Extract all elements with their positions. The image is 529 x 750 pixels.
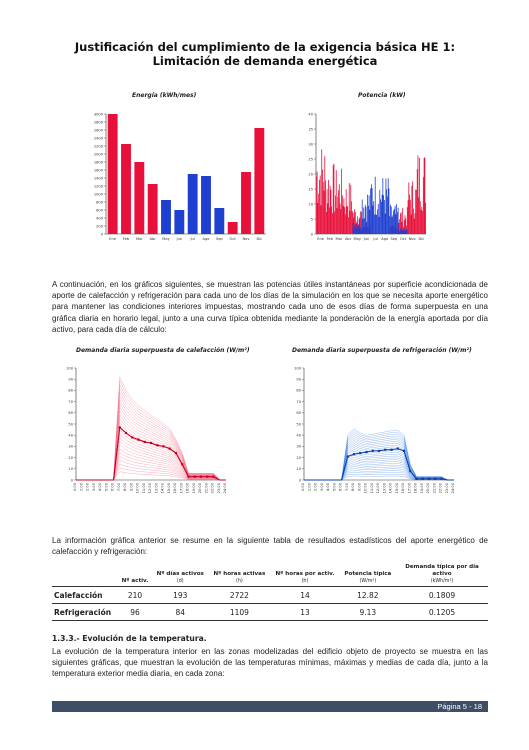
- y-tick-label: 10: [68, 467, 73, 472]
- table-header: Potencia típica (W/m²): [344, 571, 392, 584]
- table-cell: 14: [300, 590, 310, 600]
- typical-point: [144, 441, 146, 443]
- table-header: Nº horas por activ. (h): [275, 571, 335, 584]
- daily-curve: [304, 430, 454, 480]
- page-title-line2: Limitación de demanda energética: [152, 54, 378, 68]
- daily-curve: [304, 447, 454, 480]
- table-cell: 12.82: [357, 590, 379, 600]
- y-tick-label: 60: [296, 411, 301, 416]
- x-tick-label: Ene: [109, 237, 117, 241]
- y-tick-label: 60: [68, 411, 73, 416]
- x-tick-label: 24:00: [451, 483, 455, 494]
- typical-point: [169, 448, 171, 450]
- x-tick-label: 14:00: [160, 483, 165, 494]
- x-tick-label: Jun: [363, 237, 370, 241]
- x-tick-label: Nov: [408, 237, 416, 241]
- x-tick-label: 1:00: [79, 483, 84, 492]
- y-tick-label: 15: [308, 187, 313, 192]
- y-tick-label: 2800: [93, 120, 103, 125]
- x-tick-label: 21:00: [432, 483, 437, 494]
- daily-curve: [76, 422, 226, 480]
- typical-point: [150, 442, 152, 444]
- x-tick-label: 23:00: [444, 483, 449, 494]
- table-cell: 96: [130, 607, 140, 617]
- y-tick-label: 20: [68, 455, 73, 460]
- table-cell: 1109: [229, 607, 249, 617]
- x-tick-label: Sep: [390, 237, 398, 241]
- y-tick-label: 2600: [93, 128, 103, 133]
- typical-point: [206, 476, 208, 478]
- energy-bar: [161, 200, 171, 234]
- x-tick-label: 14:00: [388, 483, 393, 494]
- x-tick-label: 11:00: [141, 483, 146, 494]
- typical-point: [390, 449, 392, 451]
- x-tick-label: 23:00: [216, 483, 221, 494]
- x-tick-label: 9:00: [357, 483, 362, 492]
- table-header: Demanda típica por día activo (kWh/m²): [405, 564, 479, 584]
- page-number: Página 5 - 18: [437, 702, 482, 711]
- x-tick-label: Dic: [418, 237, 425, 241]
- y-tick-label: 600: [96, 208, 103, 213]
- x-tick-label: 20:00: [426, 483, 430, 494]
- energy-bar: [201, 176, 211, 234]
- y-tick-label: 0: [298, 478, 301, 483]
- typical-point: [187, 476, 189, 478]
- results-table: [52, 563, 488, 621]
- energy-bar: [214, 208, 224, 234]
- typical-point: [194, 476, 196, 478]
- daily-curve: [76, 419, 226, 480]
- typical-point: [131, 436, 133, 438]
- x-tick-label: 3:00: [319, 483, 324, 492]
- daily-curve: [76, 377, 226, 480]
- x-tick-label: 5:00: [104, 483, 109, 492]
- typical-point: [422, 478, 424, 480]
- y-tick-label: 0: [310, 232, 313, 237]
- y-tick-label: 40: [68, 433, 73, 438]
- table-cell: 9.13: [359, 607, 377, 617]
- y-tick-label: 1200: [93, 184, 103, 189]
- x-tick-label: May: [353, 237, 361, 241]
- x-tick-label: Ago: [381, 237, 389, 241]
- section-heading: 1.3.3.- Evolución de la temperatura.: [52, 634, 207, 643]
- x-tick-label: 7:00: [344, 483, 349, 492]
- typical-point: [434, 478, 436, 480]
- x-tick-label: Oct: [229, 237, 236, 241]
- energy-bar: [174, 210, 184, 234]
- page-title: [40, 40, 490, 68]
- typical-point: [156, 444, 158, 446]
- table-cell: 210: [127, 590, 143, 600]
- typical-point: [365, 451, 367, 453]
- table-row: [52, 587, 488, 604]
- typical-point: [428, 478, 430, 480]
- x-tick-label: 17:00: [407, 483, 412, 494]
- daily-curve: [304, 436, 454, 480]
- table-cell: 0.1809: [428, 590, 456, 600]
- section-paragraph: La evolución de la temperatura interior en las zonas modelizadas del edificio objeto de proyecto se muestra en las siguientes gráficas, que muestran la evolución de las temperaturas mínimas, máximas y medias de cada día, junto a la temperatura exterior media diaria, en cada zona:: [52, 647, 488, 679]
- table-header: Nº activ.: [121, 578, 149, 584]
- typical-point: [403, 450, 405, 452]
- y-tick-label: 10: [296, 467, 301, 472]
- power-chart-title: Potencia (kW): [358, 92, 406, 99]
- x-tick-label: Jul: [373, 237, 378, 241]
- x-tick-label: 5:00: [332, 483, 337, 492]
- x-tick-label: 13:00: [154, 483, 159, 494]
- y-tick-label: 100: [66, 366, 73, 371]
- intro-paragraph: A continuación, en los gráficos siguientes, se muestran las potencias útiles instantáneas por superficie acondicionada de aporte de calefacción y refrigeración para cada uno de los días de la simulación en los que se necesita aporte energético para mantener las condiciones interiores impuestas, mostrando cada uno de esos días de forma superpuesta en una gráfica diaria en horario legal, junto a una curva típica obtenida mediante la ponderación de la energía aportada por día activo, para cada día de cálculo:: [52, 280, 488, 334]
- y-tick-label: 400: [96, 216, 103, 221]
- x-tick-label: 24:00: [223, 483, 227, 494]
- x-tick-label: May: [162, 237, 170, 241]
- typical-curve: [76, 427, 226, 480]
- y-tick-label: 70: [296, 399, 301, 404]
- x-tick-label: 22:00: [438, 483, 443, 494]
- y-tick-label: 90: [68, 377, 73, 382]
- x-tick-label: 0:00: [301, 483, 305, 492]
- typical-point: [212, 476, 214, 478]
- energy-bar: [188, 174, 198, 234]
- x-tick-label: 3:00: [91, 483, 96, 492]
- energy-bar: [254, 128, 264, 234]
- cooling-chart-title: Demanda diaria superpuesta de refrigeración (W/m²): [292, 347, 472, 354]
- energy-bar: [148, 184, 158, 234]
- x-tick-label: 10:00: [135, 483, 140, 494]
- typical-curve: [304, 449, 454, 480]
- y-tick-label: 40: [296, 433, 301, 438]
- table-cell: 193: [173, 590, 188, 600]
- x-tick-label: 10:00: [363, 483, 368, 494]
- power-chart: [302, 110, 482, 260]
- energy-chart-title: Energía (kWh/mes): [132, 92, 197, 99]
- typical-point: [137, 439, 139, 441]
- daily-curve: [76, 411, 226, 480]
- x-tick-label: Feb: [326, 237, 333, 241]
- x-tick-label: 12:00: [148, 483, 152, 494]
- x-tick-label: 7:00: [116, 483, 121, 492]
- y-tick-label: 0: [100, 232, 103, 237]
- table-header-row: [52, 563, 488, 587]
- y-tick-label: 50: [68, 422, 73, 427]
- y-tick-label: 3000: [93, 112, 103, 117]
- table-cell: Refrigeración: [54, 607, 112, 617]
- table-cell: 13: [300, 607, 310, 617]
- x-tick-label: 6:00: [110, 483, 115, 492]
- heating-chart: [62, 362, 242, 512]
- x-tick-label: 12:00: [376, 483, 380, 494]
- x-tick-label: 16:00: [401, 483, 405, 494]
- daily-curve: [76, 392, 226, 480]
- typical-point: [200, 476, 202, 478]
- x-tick-label: 1:00: [307, 483, 312, 492]
- energy-chart: [92, 110, 272, 260]
- typical-point: [409, 470, 411, 472]
- daily-curve: [304, 442, 454, 480]
- typical-point: [372, 450, 374, 452]
- energy-bar: [228, 222, 238, 234]
- y-tick-label: 90: [296, 377, 301, 382]
- x-tick-label: 4:00: [326, 483, 330, 492]
- summary-paragraph: La información gráfica anterior se resume en la siguiente tabla de resultados estadísticos del aporte energético de calefacción y refrigeración:: [52, 536, 488, 557]
- x-tick-label: 17:00: [179, 483, 184, 494]
- table-row: [52, 604, 488, 621]
- y-tick-label: 35: [308, 127, 313, 132]
- y-tick-label: 80: [68, 388, 73, 393]
- typical-point: [384, 449, 386, 451]
- x-tick-label: Ene: [317, 237, 324, 241]
- x-tick-label: 8:00: [351, 483, 355, 492]
- daily-curve: [304, 428, 454, 480]
- y-tick-label: 30: [68, 444, 73, 449]
- x-tick-label: 21:00: [204, 483, 209, 494]
- typical-point: [347, 455, 349, 457]
- y-tick-label: 10: [308, 202, 313, 207]
- y-tick-label: 200: [96, 224, 103, 229]
- x-tick-label: 4:00: [98, 483, 102, 492]
- y-tick-label: 70: [68, 399, 73, 404]
- x-tick-label: 22:00: [210, 483, 215, 494]
- x-tick-label: 13:00: [382, 483, 387, 494]
- energy-bar: [134, 162, 144, 234]
- x-tick-label: 16:00: [173, 483, 177, 494]
- y-tick-label: 0: [70, 478, 73, 483]
- typical-point: [125, 432, 127, 434]
- y-tick-label: 1000: [93, 192, 103, 197]
- daily-curve: [304, 449, 454, 480]
- y-tick-label: 40: [308, 112, 313, 117]
- x-tick-label: Oct: [399, 237, 407, 241]
- x-tick-label: Abr: [149, 237, 156, 241]
- footer-bar: [52, 701, 488, 712]
- x-tick-label: 11:00: [369, 483, 374, 494]
- x-tick-label: Mar: [335, 237, 343, 241]
- energy-bar: [108, 114, 118, 234]
- table-header: Nº días activos (d): [156, 571, 204, 584]
- daily-curve: [76, 400, 226, 480]
- y-tick-label: 1400: [93, 176, 103, 181]
- x-tick-label: 9:00: [129, 483, 134, 492]
- x-tick-label: Mar: [135, 237, 143, 241]
- x-tick-label: 0:00: [73, 483, 77, 492]
- typical-point: [397, 448, 399, 450]
- heating-chart-title: Demanda diaria superpuesta de calefacción (W/m²): [76, 347, 250, 354]
- y-tick-label: 100: [294, 366, 301, 371]
- typical-point: [162, 445, 164, 447]
- y-tick-label: 80: [296, 388, 301, 393]
- x-tick-label: Sep: [215, 237, 223, 241]
- energy-bar: [121, 144, 131, 234]
- table-cell: 84: [175, 607, 186, 617]
- table-cell: Calefacción: [54, 590, 103, 600]
- daily-curve: [76, 385, 226, 480]
- x-tick-label: 2:00: [85, 483, 90, 492]
- x-tick-label: 18:00: [185, 483, 190, 494]
- y-tick-label: 800: [96, 200, 103, 205]
- daily-curve: [76, 434, 226, 480]
- y-tick-label: 2000: [93, 152, 103, 157]
- x-tick-label: 2:00: [313, 483, 318, 492]
- y-tick-label: 30: [308, 142, 313, 147]
- y-tick-label: 50: [296, 422, 301, 427]
- y-tick-label: 5: [310, 217, 313, 222]
- y-tick-label: 30: [296, 444, 301, 449]
- x-tick-label: 20:00: [198, 483, 202, 494]
- typical-point: [119, 426, 121, 428]
- typical-point: [181, 463, 183, 465]
- energy-bar: [241, 172, 251, 234]
- y-tick-label: 1600: [93, 168, 103, 173]
- y-tick-label: 1800: [93, 160, 103, 165]
- table-header: [52, 563, 118, 587]
- x-tick-label: Dic: [256, 237, 263, 241]
- y-tick-label: 2400: [93, 136, 103, 141]
- typical-point: [440, 478, 442, 480]
- y-tick-label: 20: [308, 172, 313, 177]
- x-tick-label: Jul: [190, 237, 195, 241]
- x-tick-label: Nov: [242, 237, 250, 241]
- typical-point: [353, 453, 355, 455]
- x-tick-label: 15:00: [166, 483, 171, 494]
- x-tick-label: Ago: [202, 237, 210, 241]
- typical-point: [175, 452, 177, 454]
- x-tick-label: 15:00: [394, 483, 399, 494]
- y-tick-label: 25: [308, 157, 313, 162]
- table-cell: 2722: [229, 590, 249, 600]
- daily-curve: [304, 440, 454, 480]
- x-tick-label: 8:00: [123, 483, 127, 492]
- x-tick-label: 19:00: [191, 483, 196, 494]
- table-header: Nº horas activas (h): [213, 571, 266, 584]
- x-tick-label: 6:00: [338, 483, 343, 492]
- typical-point: [378, 450, 380, 452]
- x-tick-label: Feb: [122, 237, 130, 241]
- x-tick-label: Jun: [176, 237, 183, 241]
- cooling-chart: [290, 362, 470, 512]
- y-tick-label: 2200: [93, 144, 103, 149]
- y-tick-label: 20: [296, 455, 301, 460]
- typical-point: [359, 452, 361, 454]
- table-cell: 0.1205: [428, 607, 456, 617]
- x-tick-label: 18:00: [413, 483, 418, 494]
- x-tick-label: 19:00: [419, 483, 424, 494]
- page-title-line1: Justificación del cumplimiento de la exigencia básica HE 1:: [74, 40, 456, 54]
- daily-curve: [76, 396, 226, 480]
- typical-point: [415, 478, 417, 480]
- x-tick-label: Abr: [344, 237, 352, 241]
